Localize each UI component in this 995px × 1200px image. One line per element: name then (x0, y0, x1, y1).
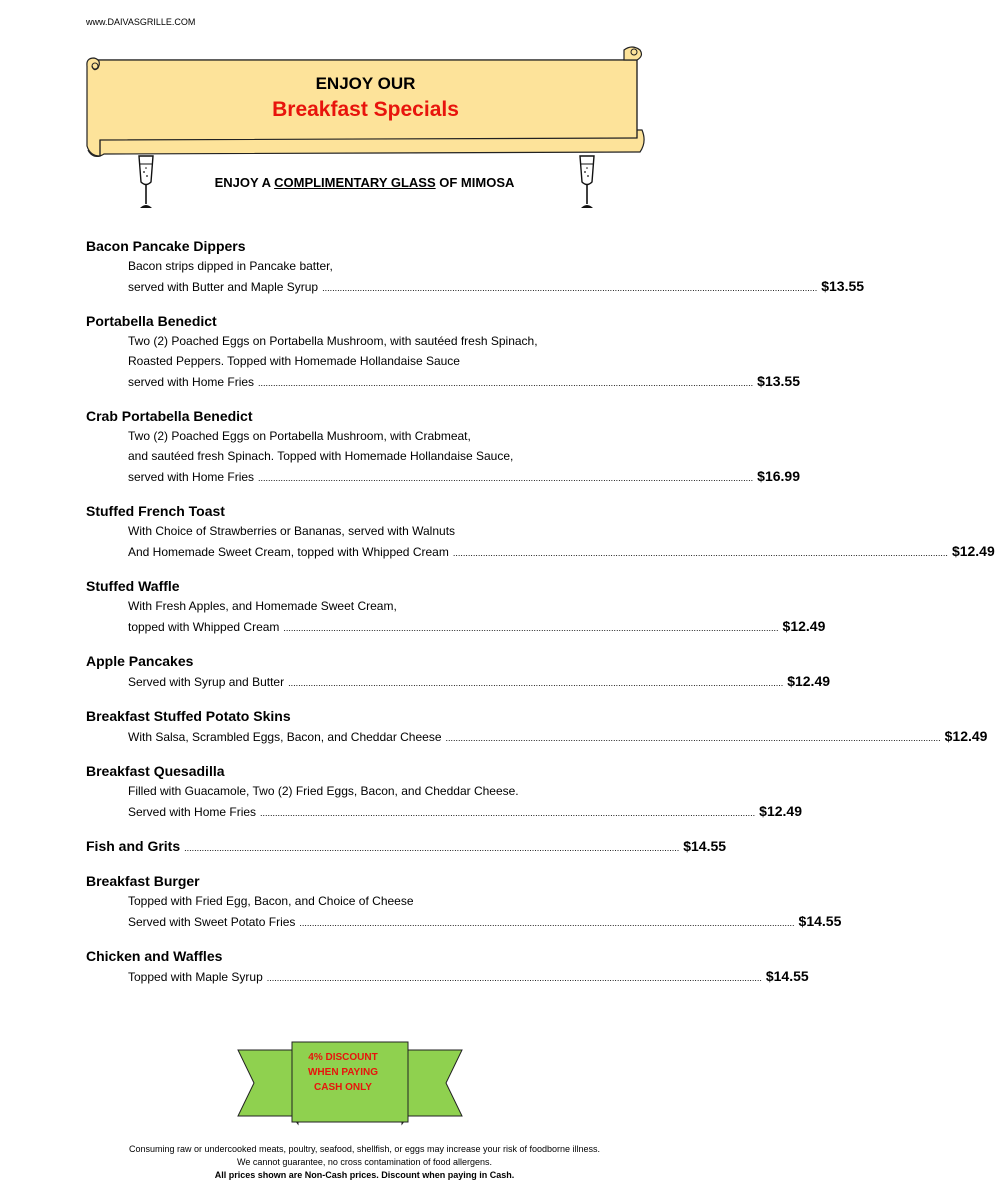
menu-item-name: Breakfast Quesadilla (86, 763, 225, 779)
menu-item-name: Chicken and Waffles (86, 948, 223, 964)
menu-item (86, 651, 831, 693)
menu-item-row (86, 616, 826, 638)
menu-item-description: With Fresh Apples, and Homemade Sweet Cream, (128, 599, 397, 613)
leader-dots: ...................................................................................................................................................................................................... (288, 678, 784, 688)
menu-item-name: Stuffed French Toast (86, 503, 225, 519)
menu-item-description: Two (2) Poached Eggs on Portabella Mushroom, with Crabmeat, (128, 429, 471, 443)
menu-item-name: Portabella Benedict (86, 313, 217, 329)
menu-item-price: $14.55 (765, 968, 809, 984)
menu-item (86, 761, 802, 823)
menu-item-row (86, 371, 800, 393)
menu-item (86, 836, 727, 858)
menu-item-description: Two (2) Poached Eggs on Portabella Mushroom, with sautéed fresh Spinach, (128, 334, 538, 348)
leader-dots: ...................................................................................................................................................................................................... (452, 548, 948, 558)
menu-item-description: Served with Syrup and Butter (128, 675, 285, 689)
menu-item-name: Stuffed Waffle (86, 578, 180, 594)
discount-text (293, 1050, 393, 1095)
menu-item-row (86, 836, 727, 858)
menu-item-name: Crab Portabella Benedict (86, 408, 253, 424)
discount-line: CASH ONLY (314, 1082, 372, 1093)
menu-item-row (86, 541, 995, 563)
menu-item-price: $12.49 (951, 543, 995, 559)
menu-item (86, 311, 800, 393)
menu-item-row (86, 911, 842, 933)
menu-item-price: $16.99 (757, 468, 800, 484)
banner-scroll (84, 42, 647, 160)
menu-item (86, 501, 995, 563)
banner-title: ENJOY OUR (315, 74, 416, 93)
mimosa-offer (0, 175, 729, 190)
menu-item (86, 706, 988, 748)
menu-item (86, 576, 826, 638)
menu-item-row (86, 801, 802, 823)
menu-item-description: With Choice of Strawberries or Bananas, served with Walnuts (128, 524, 456, 538)
menu-item-price: $12.49 (787, 673, 831, 689)
menu-item-description: And Homemade Sweet Cream, topped with Whipped Cream (128, 545, 449, 559)
mimosa-underlined: COMPLIMENTARY GLASS (274, 175, 436, 190)
menu-item-price: $13.55 (821, 278, 865, 294)
menu-item-description: and sautéed fresh Spinach. Topped with Homemade Hollandaise Sauce, (128, 449, 514, 463)
menu-item-row (86, 726, 988, 748)
menu-item-price: $12.49 (759, 803, 802, 819)
menu-item-description: Topped with Maple Syrup (128, 970, 263, 984)
menu-item-description: served with Home Fries (128, 375, 255, 389)
menu-item (86, 946, 809, 988)
menu-item-description: With Salsa, Scrambled Eggs, Bacon, and Cheddar Cheese (128, 730, 442, 744)
leader-dots: ...................................................................................................................................................................................................... (266, 973, 762, 983)
menu-item-description: Bacon strips dipped in Pancake batter, (128, 259, 333, 273)
menu-item-description: Filled with Guacamole, Two (2) Fried Eggs, Bacon, and Cheddar Cheese. (128, 784, 519, 798)
banner-subtitle: Breakfast Specials (272, 98, 459, 121)
menu-item-description: served with Butter and Maple Syrup (128, 280, 319, 294)
menu-item-row (86, 966, 809, 988)
menu-item-row (86, 276, 865, 298)
menu-item-price: $12.49 (782, 618, 826, 634)
discount-line: WHEN PAYING (307, 1067, 378, 1078)
menu-item-description: topped with Whipped Cream (128, 620, 280, 634)
menu-item-description: Served with Home Fries (128, 805, 257, 819)
footer-pricing: All prices shown are Non-Cash prices. Discount when paying in Cash. (214, 1170, 515, 1180)
leader-dots: ...................................................................................................................................................................................................... (184, 843, 680, 853)
leader-dots: ...................................................................................................................................................................................................... (258, 378, 754, 388)
menu-list (86, 236, 995, 1001)
menu-item-description: Served with Sweet Potato Fries (128, 915, 296, 929)
mimosa-pre: ENJOY A (214, 175, 275, 190)
leader-dots: ...................................................................................................................................................................................................... (322, 283, 818, 293)
menu-item-name: Fish and Grits (86, 838, 181, 854)
menu-item (86, 871, 842, 933)
menu-item-name: Bacon Pancake Dippers (86, 238, 246, 254)
leader-dots: ...................................................................................................................................................................................................... (299, 918, 795, 928)
discount-line: 4% DISCOUNT (308, 1052, 378, 1063)
menu-item-price: $13.55 (757, 373, 800, 389)
menu-item-name: Breakfast Stuffed Potato Skins (86, 708, 291, 724)
footer-warning: Consuming raw or undercooked meats, poultry, seafood, shellfish, or eggs may increase your risk of foodborne illness. (128, 1144, 601, 1154)
menu-item-description: served with Home Fries (128, 470, 255, 484)
leader-dots: ...................................................................................................................................................................................................... (260, 808, 756, 818)
menu-item-price: $12.49 (944, 728, 988, 744)
site-url: www.DAIVASGRILLE.COM (86, 17, 196, 27)
menu-item-description: Topped with Fried Egg, Bacon, and Choice of Cheese (128, 894, 414, 908)
leader-dots: ...................................................................................................................................................................................................... (283, 623, 779, 633)
menu-item-row (86, 466, 800, 488)
menu-item-row (86, 671, 831, 693)
menu-item-name: Breakfast Burger (86, 873, 200, 889)
menu-item-description: Roasted Peppers. Topped with Homemade Hollandaise Sauce (128, 354, 460, 368)
footer-allergen: We cannot guarantee, no cross contamination of food allergens. (237, 1157, 492, 1167)
leader-dots: ...................................................................................................................................................................................................... (258, 473, 754, 483)
footer (0, 1143, 729, 1182)
menu-item (86, 236, 865, 298)
menu-item-price: $14.55 (683, 838, 727, 854)
menu-item-price: $14.55 (798, 913, 842, 929)
menu-item (86, 406, 800, 488)
menu-item-name: Apple Pancakes (86, 653, 194, 669)
mimosa-post: OF MIMOSA (435, 175, 515, 190)
leader-dots: ...................................................................................................................................................................................................... (445, 733, 941, 743)
